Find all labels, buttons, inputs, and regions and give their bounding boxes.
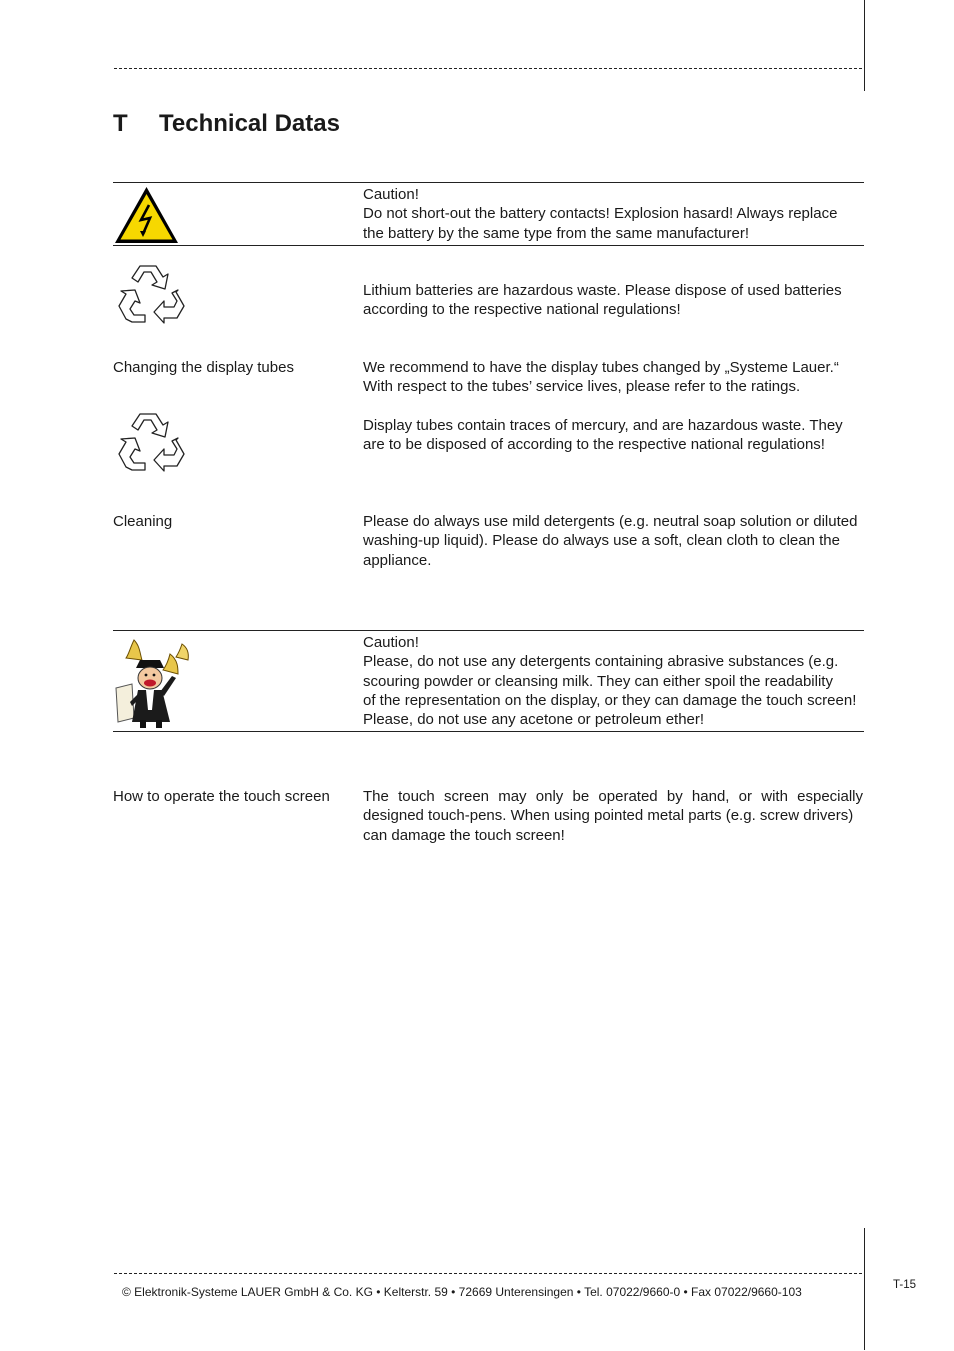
page-number: T-15: [893, 1279, 917, 1291]
touch-screen-line: can damage the touch screen!: [363, 826, 565, 844]
touch-screen-label: How to operate the touch screen: [113, 788, 330, 805]
battery-caution-line: the battery by the same type from the same manufacturer!: [363, 224, 750, 242]
bottom-right-margin-line: [864, 1228, 865, 1350]
battery-disposal-line: according to the respective national regulations!: [363, 301, 681, 319]
detergent-caution-text: [363, 633, 863, 729]
touch-screen-line: The touch screen may only be operated by hand, or with especially: [363, 788, 863, 805]
caution-top-rule: [113, 630, 864, 631]
battery-caution-line: Do not short-out the battery contacts! Explosion hasard! Always replace: [363, 205, 838, 223]
battery-caution-heading: Caution!: [363, 186, 419, 203]
section-letter: T: [113, 110, 128, 137]
battery-disposal-line: Lithium batteries are hazardous waste. Please dispose of used batteries: [363, 282, 842, 299]
bottom-dashed-rule: [114, 1273, 862, 1274]
battery-disposal-text: [363, 281, 863, 320]
display-tubes-line: are to be disposed of according to the respective national regulations!: [363, 436, 825, 454]
footer-copyright: © Elektronik-Systeme LAUER GmbH & Co. KG • Kelterstr. 59 • 72669 Unterensingen • Tel. 07022/9660-0 • Fax 07022/9660-103: [122, 1285, 802, 1299]
display-tubes-label: Changing the display tubes: [113, 359, 294, 376]
caution-bottom-rule: [113, 731, 864, 732]
detergent-caution-line: of the representation on the display, or they can damage the touch screen!: [363, 691, 857, 709]
top-dashed-rule: [114, 68, 862, 69]
cleaning-line: Please do always use mild detergents (e.g. neutral soap solution or diluted: [363, 513, 858, 530]
detergent-caution-heading: Caution!: [363, 634, 419, 651]
display-tubes-disposal-text: [363, 416, 863, 455]
cleaning-line: washing-up liquid). Please do always use a soft, clean cloth to clean the: [363, 532, 840, 550]
caution-top-rule: [113, 182, 864, 183]
display-tubes-line: Display tubes contain traces of mercury, and are hazardous waste. They: [363, 417, 843, 434]
recycle-icon: [114, 256, 190, 333]
recycle-icon: [114, 404, 190, 481]
caution-bottom-rule: [113, 245, 864, 246]
cleaning-label: Cleaning: [113, 513, 173, 530]
cleaning-line: appliance.: [363, 551, 432, 569]
high-voltage-warning-icon: [113, 185, 180, 250]
page-title: Technical Datas: [159, 110, 340, 137]
display-tubes-line: We recommend to have the display tubes changed by „Systeme Lauer.“: [363, 359, 839, 376]
display-tubes-text: [363, 358, 863, 397]
detergent-caution-line: Please, do not use any detergents containing abrasive substances (e.g.: [363, 653, 839, 671]
battery-caution-text: [363, 185, 863, 243]
detergent-caution-line: scouring powder or cleansing milk. They can either spoil the readability: [363, 672, 833, 690]
top-right-margin-line: [864, 0, 865, 91]
touch-screen-line: designed touch-pens. When using pointed metal parts (e.g. screw drivers): [363, 807, 854, 825]
touch-screen-text: [363, 787, 863, 845]
town-crier-bell-icon: [112, 632, 194, 735]
display-tubes-line: With respect to the tubes’ service lives, please refer to the ratings.: [363, 378, 801, 396]
detergent-caution-line: Please, do not use any acetone or petroleum ether!: [363, 711, 705, 729]
cleaning-text: [363, 512, 863, 570]
